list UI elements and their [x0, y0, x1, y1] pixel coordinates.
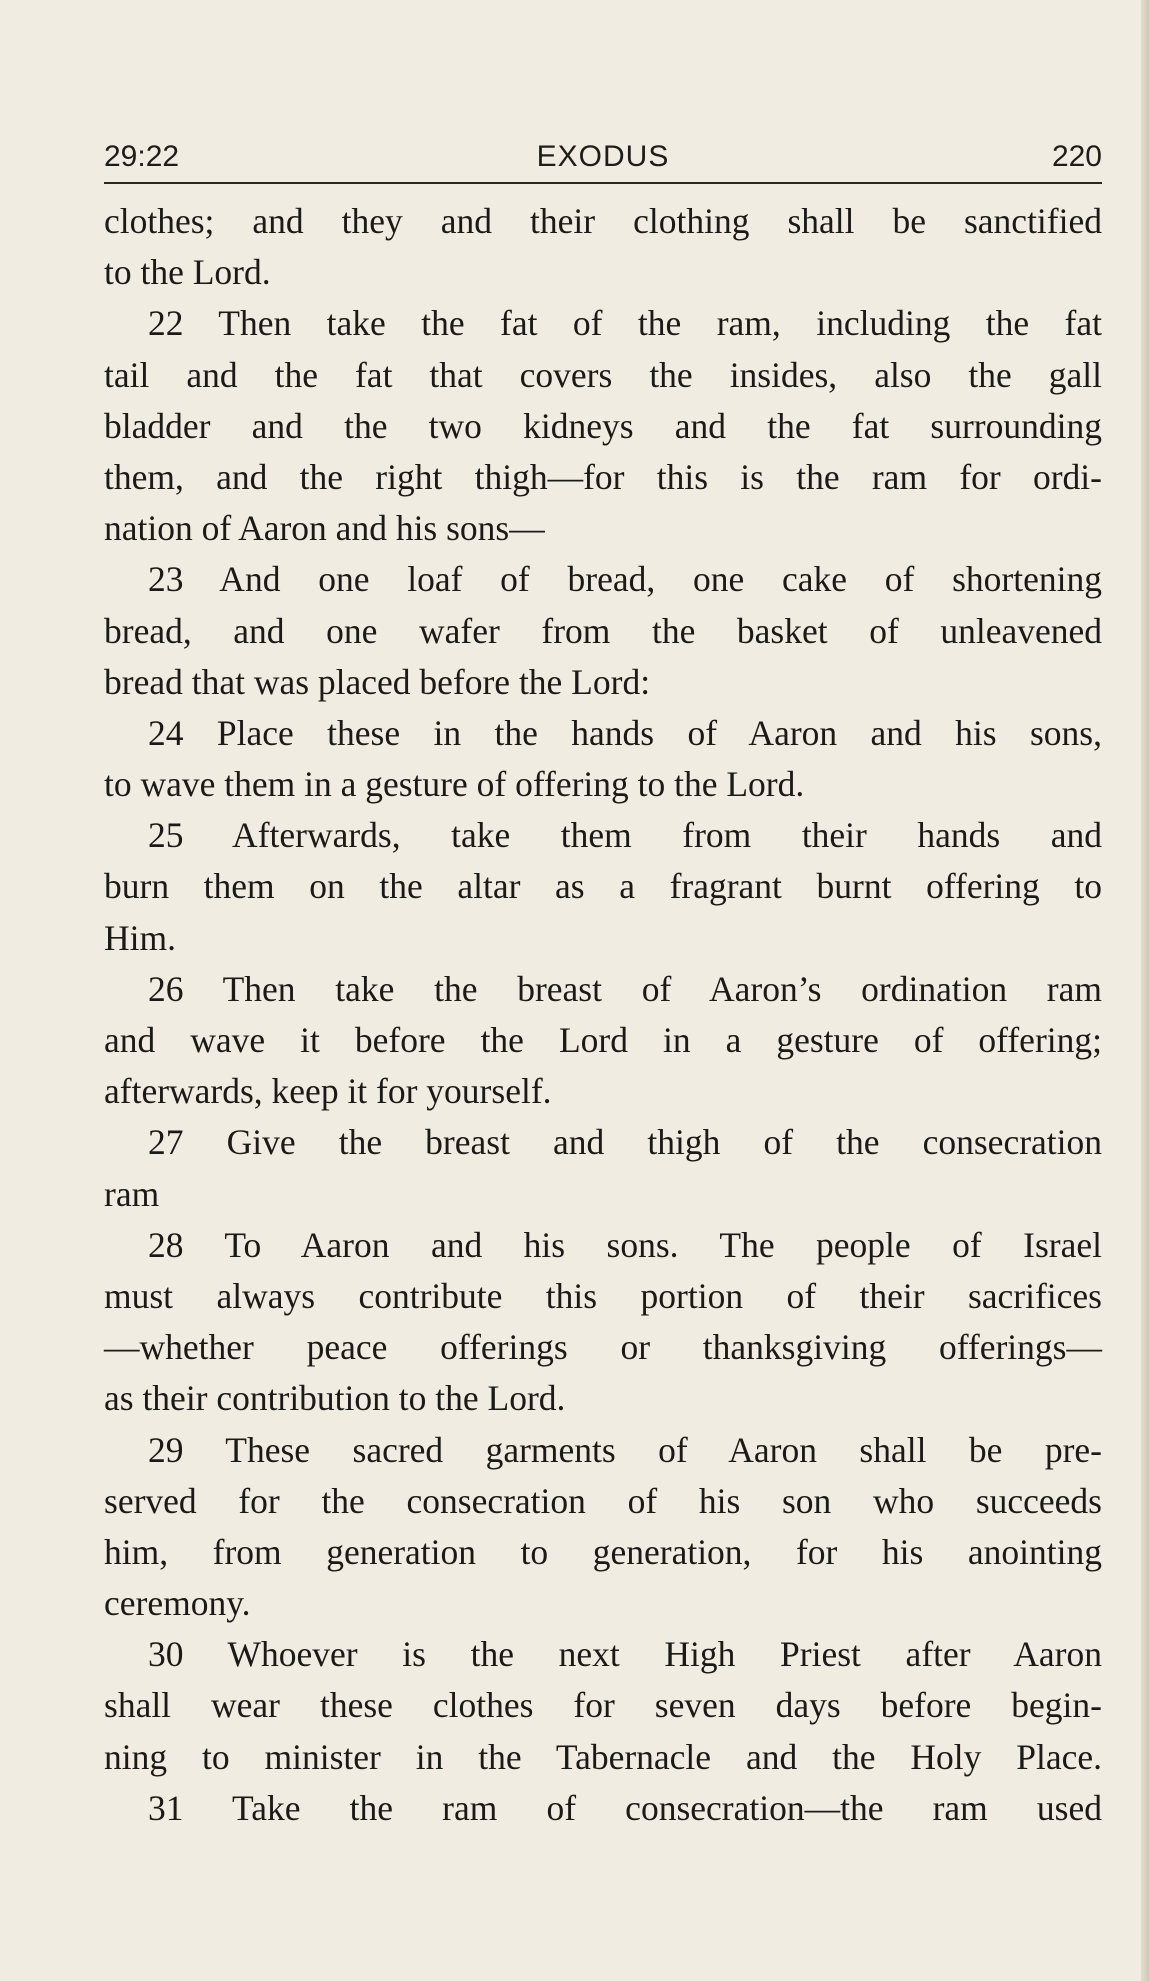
verse-start-line: 27 Give the breast and thigh of the consecration [148, 1122, 1102, 1163]
text-line: Him. [104, 917, 176, 958]
text-line: to wave them in a gesture of offering to the Lord. [104, 764, 805, 805]
verse-start-line: 24 Place these in the hands of Aaron and his sons, [148, 712, 1102, 753]
text-line: tail and the fat that covers the insides, also the gall [104, 354, 1102, 395]
book-title: EXODUS [536, 140, 670, 173]
text-line: ceremony. [104, 1583, 251, 1624]
text-line: them, and the right thigh—for this is the ram for ordi- [104, 456, 1102, 497]
text-line: served for the consecration of his son who succeeds [104, 1480, 1102, 1521]
text-line: him, from generation to generation, for his anointing [104, 1531, 1102, 1572]
text-line: afterwards, keep it for yourself. [104, 1071, 552, 1112]
text-line: and wave it before the Lord in a gesture of offering; [104, 1020, 1102, 1060]
text-line: bread that was placed before the Lord: [104, 661, 651, 702]
text-line: ram [104, 1173, 160, 1214]
text-line: as their contribution to the Lord. [104, 1378, 566, 1419]
verse-start-line: 31 Take the ram of consecration—the ram used [148, 1787, 1102, 1828]
text-line: to the Lord. [104, 252, 271, 293]
text-line: shall wear these clothes for seven days before begin- [104, 1685, 1102, 1726]
text-line: clothes; and they and their clothing shall be sanctified [104, 201, 1102, 241]
verse-start-line: 23 And one loaf of bread, one cake of shortening [148, 559, 1102, 600]
text-line: must always contribute this portion of their sacrifices [104, 1275, 1102, 1316]
verse-start-line: 26 Then take the breast of Aaron’s ordination ram [148, 968, 1102, 1009]
text-line: ning to minister in the Tabernacle and the Holy Place. [104, 1736, 1102, 1777]
chapter-verse-reference: 29:22 [104, 140, 180, 173]
verse-start-line: 29 These sacred garments of Aaron shall be pre- [148, 1429, 1102, 1470]
text-line: burn them on the altar as a fragrant burnt offering to [104, 866, 1102, 907]
text-line: nation of Aaron and his sons— [104, 508, 545, 549]
page-number: 220 [1051, 140, 1102, 173]
text-line: bread, and one wafer from the basket of unleavened [104, 610, 1102, 651]
verse-start-line: 22 Then take the fat of the ram, including the fat [148, 303, 1102, 344]
page-edge [1141, 0, 1149, 1981]
text-line: bladder and the two kidneys and the fat surrounding [104, 405, 1102, 446]
running-header [104, 132, 1102, 184]
verse-start-line: 25 Afterwards, take them from their hands and [148, 815, 1102, 856]
scripture-text [104, 196, 1102, 1834]
verse-start-line: 30 Whoever is the next High Priest after Aaron [148, 1634, 1102, 1675]
text-line: —whether peace offerings or thanksgiving offerings— [104, 1327, 1102, 1368]
verse-start-line: 28 To Aaron and his sons. The people of Israel [148, 1224, 1102, 1265]
